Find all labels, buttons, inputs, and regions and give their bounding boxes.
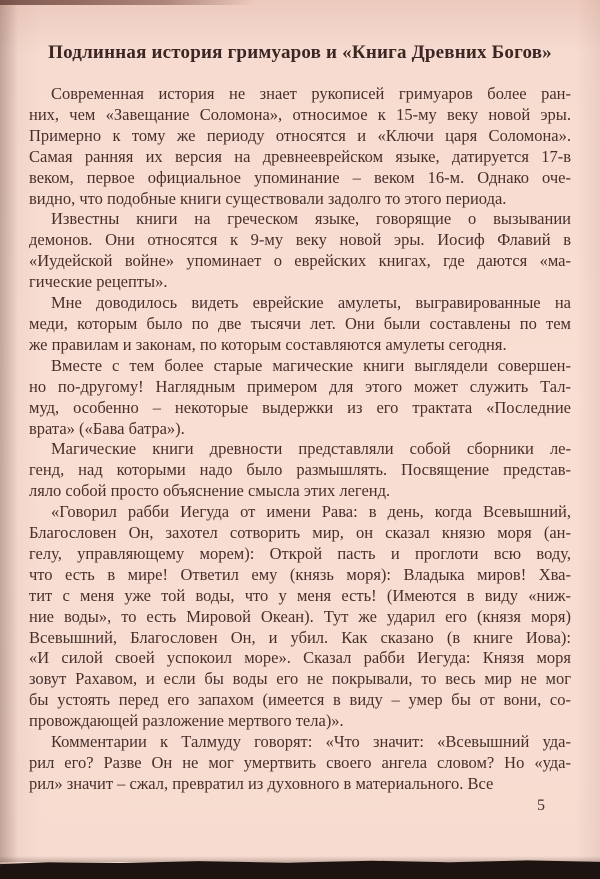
paragraph bbox=[29, 732, 571, 795]
text-line: «Говорил рабби Иегуда от имени Рава: в день, когда Всевышний, bbox=[51, 502, 571, 522]
text-line: тит с меня уже той воды, что у меня есть! (Имеются в виду «ниж- bbox=[29, 585, 571, 605]
text-line: рил» значит – сжал, превратил из духовного в материального. Все bbox=[29, 773, 494, 793]
text-line: бы устоять перед его запахом (имеется в виду – умер бы от вони, со- bbox=[29, 690, 571, 710]
text-line: провождающей разложение мертвого тела)». bbox=[29, 711, 344, 731]
text-line: Мне доводилось видеть еврейские амулеты, выгравированные на bbox=[51, 293, 571, 313]
text-line: Вместе с тем более старые магические книги выглядели совершен- bbox=[51, 355, 571, 375]
text-line: муд, особенно – некоторые выдержки из его трактата «Последние bbox=[29, 397, 571, 417]
text-line: видно, что подобные книги существовали задолго то этого периода. bbox=[29, 188, 507, 208]
text-line: Магические книги древности представляли собой сборники ле- bbox=[51, 439, 571, 459]
text-line: них, чем «Завещание Соломона», относимое к 15-му веку новой эры. bbox=[29, 104, 571, 124]
text-line: Всевышний, Благословен Он, и убил. Как сказано (в книге Иова): bbox=[29, 627, 571, 647]
text-line: но по-другому! Наглядным примером для этого может служить Тал- bbox=[29, 376, 571, 396]
text-line: врата» («Бава батра»). bbox=[29, 418, 185, 438]
text-line: генд, над которыми надо было размышлять. Посвящение представ- bbox=[29, 460, 571, 480]
scan-top-edge-smudge bbox=[0, 0, 300, 5]
text-line: Известны книги на греческом языке, говорящие о вызывании bbox=[51, 209, 571, 229]
text-line: гелу, управляющему морем): Открой пасть и проглоти всю воду, bbox=[29, 543, 571, 563]
text-line: гические рецепты». bbox=[29, 272, 168, 292]
page-body bbox=[29, 84, 571, 795]
page-title: Подлинная история гримуаров и «Книга Древних Богов» bbox=[48, 42, 552, 63]
paragraph bbox=[29, 356, 571, 440]
text-line: рил его? Разве Он не мог умертвить своего ангела словом? Но «уда- bbox=[29, 753, 571, 772]
text-line: Самая ранняя их версия на древнееврейском языке, датируется 17-в bbox=[29, 146, 571, 166]
paragraph bbox=[29, 84, 571, 209]
text-line: ние воды», то есть Мировой Океан). Тут же ударил его (князя моря) bbox=[29, 606, 571, 626]
text-line: Современная история не знает рукописей гримуаров более ран- bbox=[51, 84, 571, 103]
paragraph bbox=[29, 209, 571, 293]
text-line: веком, первое официальное упоминание – веком 16-м. Однако оче- bbox=[29, 167, 571, 187]
text-line: «И силой своей успокоил море». Сказал рабби Иегуда: Князя моря bbox=[29, 648, 571, 668]
text-line: «Иудейской войне» упоминает о еврейских книгах, где даются «ма- bbox=[29, 251, 571, 271]
text-line: же правилам и законам, по которым составляются амулеты сегодня. bbox=[29, 334, 507, 354]
paragraph bbox=[29, 502, 571, 732]
text-line: Комментарии к Талмуду говорят: «Что значит: «Всевышний уда- bbox=[51, 732, 571, 752]
book-gutter-shadow bbox=[0, 0, 18, 879]
paragraph bbox=[29, 293, 571, 356]
paragraph bbox=[29, 439, 571, 502]
text-line: ляло собой просто объяснение смысла этих легенд. bbox=[29, 481, 391, 501]
text-line: Примерно к тому же периоду относятся и «Ключи царя Соломона». bbox=[29, 125, 571, 145]
text-line: что есть в мире! Ответил ему (князь моря): Владыка миров! Хва- bbox=[29, 564, 571, 584]
text-line: зовут Рахавом, и если бы воды его не покрывали, то весь мир не мог bbox=[29, 669, 571, 689]
scan-bottom-edge bbox=[0, 860, 600, 879]
text-line: демонов. Они относятся к 9-му веку новой эры. Иосиф Флавий в bbox=[29, 230, 571, 250]
text-line: меди, которым было по две тысячи лет. Они были составлены по тем bbox=[29, 313, 571, 333]
page-number: 5 bbox=[537, 797, 545, 814]
text-line: Благословен Он, захотел сотворить мир, он сказал князю моря (ан- bbox=[29, 523, 571, 543]
